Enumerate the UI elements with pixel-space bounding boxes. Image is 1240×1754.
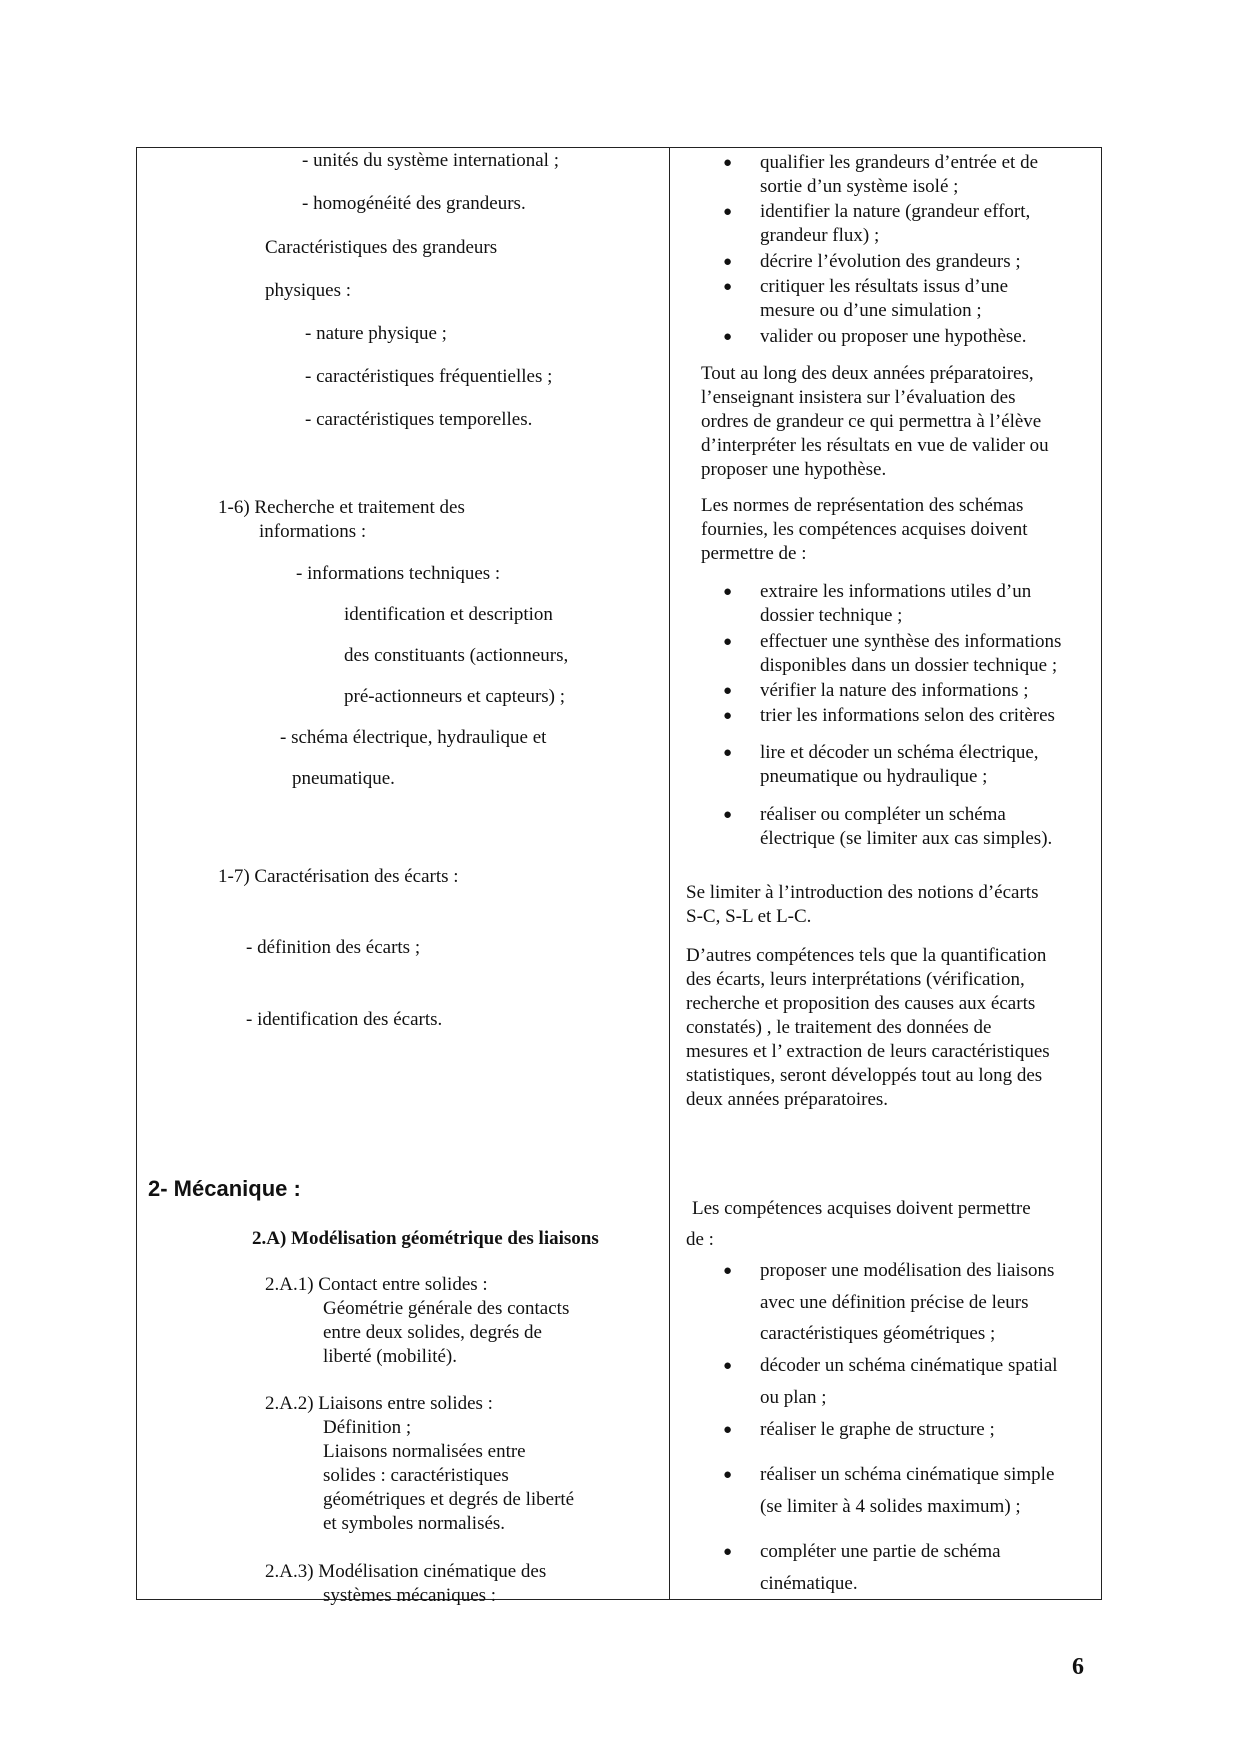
section-title-mecanique: 2- Mécanique : bbox=[148, 1176, 301, 1201]
right-line: Les normes de représentation des schémas bbox=[701, 495, 1024, 516]
bullet-icon: ● bbox=[723, 708, 733, 724]
right-line: réaliser un schéma cinématique simple bbox=[760, 1464, 1055, 1485]
right-line: avec une définition précise de leurs bbox=[760, 1292, 1029, 1313]
right-line: sortie d’un système isolé ; bbox=[760, 176, 959, 197]
page-number: 6 bbox=[1072, 1654, 1084, 1680]
right-line: ou plan ; bbox=[760, 1387, 827, 1408]
right-line: cinématique. bbox=[760, 1573, 858, 1594]
left-line: 2.A.3) Modélisation cinématique des bbox=[265, 1561, 547, 1582]
left-line: pneumatique. bbox=[292, 768, 395, 789]
left-line: - définition des écarts ; bbox=[246, 937, 421, 958]
bullet-icon: ● bbox=[723, 584, 733, 600]
left-line: 2.A.1) Contact entre solides : bbox=[265, 1274, 488, 1295]
right-line: effectuer une synthèse des informations bbox=[760, 631, 1062, 652]
right-line: statistiques, seront développés tout au long des bbox=[686, 1065, 1043, 1086]
left-line: systèmes mécaniques : bbox=[323, 1585, 497, 1606]
right-line: lire et décoder un schéma électrique, bbox=[760, 742, 1039, 763]
left-line: physiques : bbox=[265, 280, 352, 301]
bullet-icon: ● bbox=[723, 204, 733, 220]
right-line: d’interpréter les résultats en vue de valider ou bbox=[701, 435, 1049, 456]
left-line: 2.A.2) Liaisons entre solides : bbox=[265, 1393, 493, 1414]
right-line: pneumatique ou hydraulique ; bbox=[760, 766, 988, 787]
left-line: - caractéristiques temporelles. bbox=[305, 409, 533, 430]
right-line: valider ou proposer une hypothèse. bbox=[760, 326, 1027, 347]
column-divider bbox=[669, 147, 670, 1600]
right-line: vérifier la nature des informations ; bbox=[760, 680, 1029, 701]
right-line: D’autres compétences tels que la quantification bbox=[686, 945, 1047, 966]
bullet-icon: ● bbox=[723, 745, 733, 761]
bullet-icon: ● bbox=[723, 683, 733, 699]
right-line: disponibles dans un dossier technique ; bbox=[760, 655, 1058, 676]
bullet-icon: ● bbox=[723, 329, 733, 345]
right-line: trier les informations selon des critères bbox=[760, 705, 1055, 726]
left-line: - caractéristiques fréquentielles ; bbox=[305, 366, 553, 387]
bullet-icon: ● bbox=[723, 807, 733, 823]
left-line: - homogénéité des grandeurs. bbox=[302, 193, 526, 214]
right-line: qualifier les grandeurs d’entrée et de bbox=[760, 152, 1039, 173]
left-line: - nature physique ; bbox=[305, 323, 447, 344]
left-line: identification et description bbox=[344, 604, 553, 625]
left-line: et symboles normalisés. bbox=[323, 1513, 506, 1534]
right-line: des écarts, leurs interprétations (vérification, bbox=[686, 969, 1025, 990]
left-line: - unités du système international ; bbox=[302, 150, 559, 171]
right-line: identifier la nature (grandeur effort, bbox=[760, 201, 1031, 222]
right-line: (se limiter à 4 solides maximum) ; bbox=[760, 1496, 1021, 1517]
right-line: recherche et proposition des causes aux écarts bbox=[686, 993, 1036, 1014]
bullet-icon: ● bbox=[723, 1358, 733, 1374]
bullet-icon: ● bbox=[723, 1422, 733, 1438]
right-line: l’enseignant insistera sur l’évaluation des bbox=[701, 387, 1016, 408]
bullet-icon: ● bbox=[723, 1467, 733, 1483]
left-line: - identification des écarts. bbox=[246, 1009, 443, 1030]
right-line: mesures et l’ extraction de leurs caractéristiques bbox=[686, 1041, 1050, 1062]
right-line: compléter une partie de schéma bbox=[760, 1541, 1001, 1562]
left-line: solides : caractéristiques bbox=[323, 1465, 509, 1486]
right-line: Tout au long des deux années préparatoires, bbox=[701, 363, 1034, 384]
right-line: décrire l’évolution des grandeurs ; bbox=[760, 251, 1021, 272]
right-line: grandeur flux) ; bbox=[760, 225, 880, 246]
bullet-icon: ● bbox=[723, 155, 733, 171]
bullet-icon: ● bbox=[723, 1263, 733, 1279]
bullet-icon: ● bbox=[723, 279, 733, 295]
right-line: S-C, S-L et L-C. bbox=[686, 906, 812, 927]
left-line: pré-actionneurs et capteurs) ; bbox=[344, 686, 566, 707]
right-line: fournies, les compétences acquises doivent bbox=[701, 519, 1028, 540]
left-line: - informations techniques : bbox=[296, 563, 501, 584]
right-line: ordres de grandeur ce qui permettra à l’élève bbox=[701, 411, 1042, 432]
right-line: Se limiter à l’introduction des notions d’écarts bbox=[686, 882, 1039, 903]
left-line: Liaisons normalisées entre bbox=[323, 1441, 526, 1462]
left-line: 1-7) Caractérisation des écarts : bbox=[218, 866, 459, 887]
left-line: informations : bbox=[259, 521, 367, 542]
left-line: Caractéristiques des grandeurs bbox=[265, 237, 498, 258]
right-line: mesure ou d’une simulation ; bbox=[760, 300, 982, 321]
right-line: extraire les informations utiles d’un bbox=[760, 581, 1032, 602]
right-line: critiquer les résultats issus d’une bbox=[760, 276, 1009, 297]
bullet-icon: ● bbox=[723, 634, 733, 650]
left-line: liberté (mobilité). bbox=[323, 1346, 458, 1367]
right-line: de : bbox=[686, 1229, 714, 1250]
left-line: géométriques et degrés de liberté bbox=[323, 1489, 575, 1510]
left-line: Définition ; bbox=[323, 1417, 412, 1438]
right-line: électrique (se limiter aux cas simples). bbox=[760, 828, 1053, 849]
right-line: réaliser ou compléter un schéma bbox=[760, 804, 1006, 825]
right-line: proposer une hypothèse. bbox=[701, 459, 887, 480]
bullet-icon: ● bbox=[723, 254, 733, 270]
right-line: deux années préparatoires. bbox=[686, 1089, 889, 1110]
right-line: caractéristiques géométriques ; bbox=[760, 1323, 996, 1344]
right-line: réaliser le graphe de structure ; bbox=[760, 1419, 995, 1440]
left-line: Géométrie générale des contacts bbox=[323, 1298, 570, 1319]
right-line: proposer une modélisation des liaisons bbox=[760, 1260, 1055, 1281]
right-line: Les compétences acquises doivent permettre bbox=[692, 1198, 1031, 1219]
right-line: décoder un schéma cinématique spatial bbox=[760, 1355, 1058, 1376]
left-line: entre deux solides, degrés de bbox=[323, 1322, 542, 1343]
right-line: dossier technique ; bbox=[760, 605, 903, 626]
right-line: constatés) , le traitement des données de bbox=[686, 1017, 992, 1038]
subsection-title: 2.A) Modélisation géométrique des liaisons bbox=[252, 1228, 599, 1249]
left-line: des constituants (actionneurs, bbox=[344, 645, 569, 666]
left-line: - schéma électrique, hydraulique et bbox=[280, 727, 547, 748]
left-line: 1-6) Recherche et traitement des bbox=[218, 497, 465, 518]
right-line: permettre de : bbox=[701, 543, 807, 564]
bullet-icon: ● bbox=[723, 1544, 733, 1560]
